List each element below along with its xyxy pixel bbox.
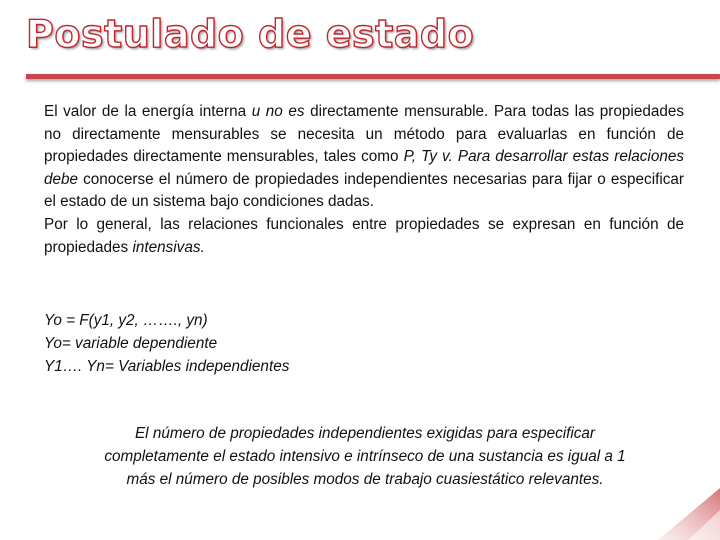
formula-line-independent: Y1…. Yn= Variables independientes	[44, 358, 290, 375]
paragraph-energia-interna	[44, 101, 684, 214]
conclusion-statement: El número de propiedades independientes exigidas para especificar completamente el estado intensivo e intrínseco de una sustancia es igual a 1 más el número de posibles modos de trabajo cuasiestático relevantes.	[104, 425, 626, 488]
formula-line-function: Yo = F(y1, y2, ……., yn)	[44, 312, 208, 329]
title-underline	[26, 74, 720, 79]
paragraph2-span: Por lo general, las relaciones funcionales entre propiedades se expresan en función de propiedades	[44, 215, 684, 256]
formula-line-dependent: Yo= variable dependiente	[44, 335, 218, 352]
paragraph1-span: directamente mensurable. Para todas las propiedades no directamente mensurables se necesita un método para evaluarlas en función de propiedades directamente mensurables, tales como	[44, 103, 684, 166]
paragraph-relaciones-funcionales	[44, 214, 684, 259]
slide-title: Postulado de estado	[26, 12, 475, 56]
paragraph1-span: El valor de la energía interna	[44, 103, 252, 120]
body-text	[44, 101, 684, 259]
paragraph1-span: conocerse el número de propiedades independientes necesarias para fijar o especificar el estado de un sistema bajo condiciones dadas.	[44, 170, 684, 211]
paragraph2-span-italic: intensivas.	[132, 238, 205, 256]
paragraph1-span-italic: P, Ty v. Para desarrollar estas relaciones debe	[44, 148, 684, 188]
formula-block	[44, 309, 684, 378]
paragraph1-span-italic: u no es	[251, 103, 305, 120]
corner-decoration	[640, 470, 720, 540]
